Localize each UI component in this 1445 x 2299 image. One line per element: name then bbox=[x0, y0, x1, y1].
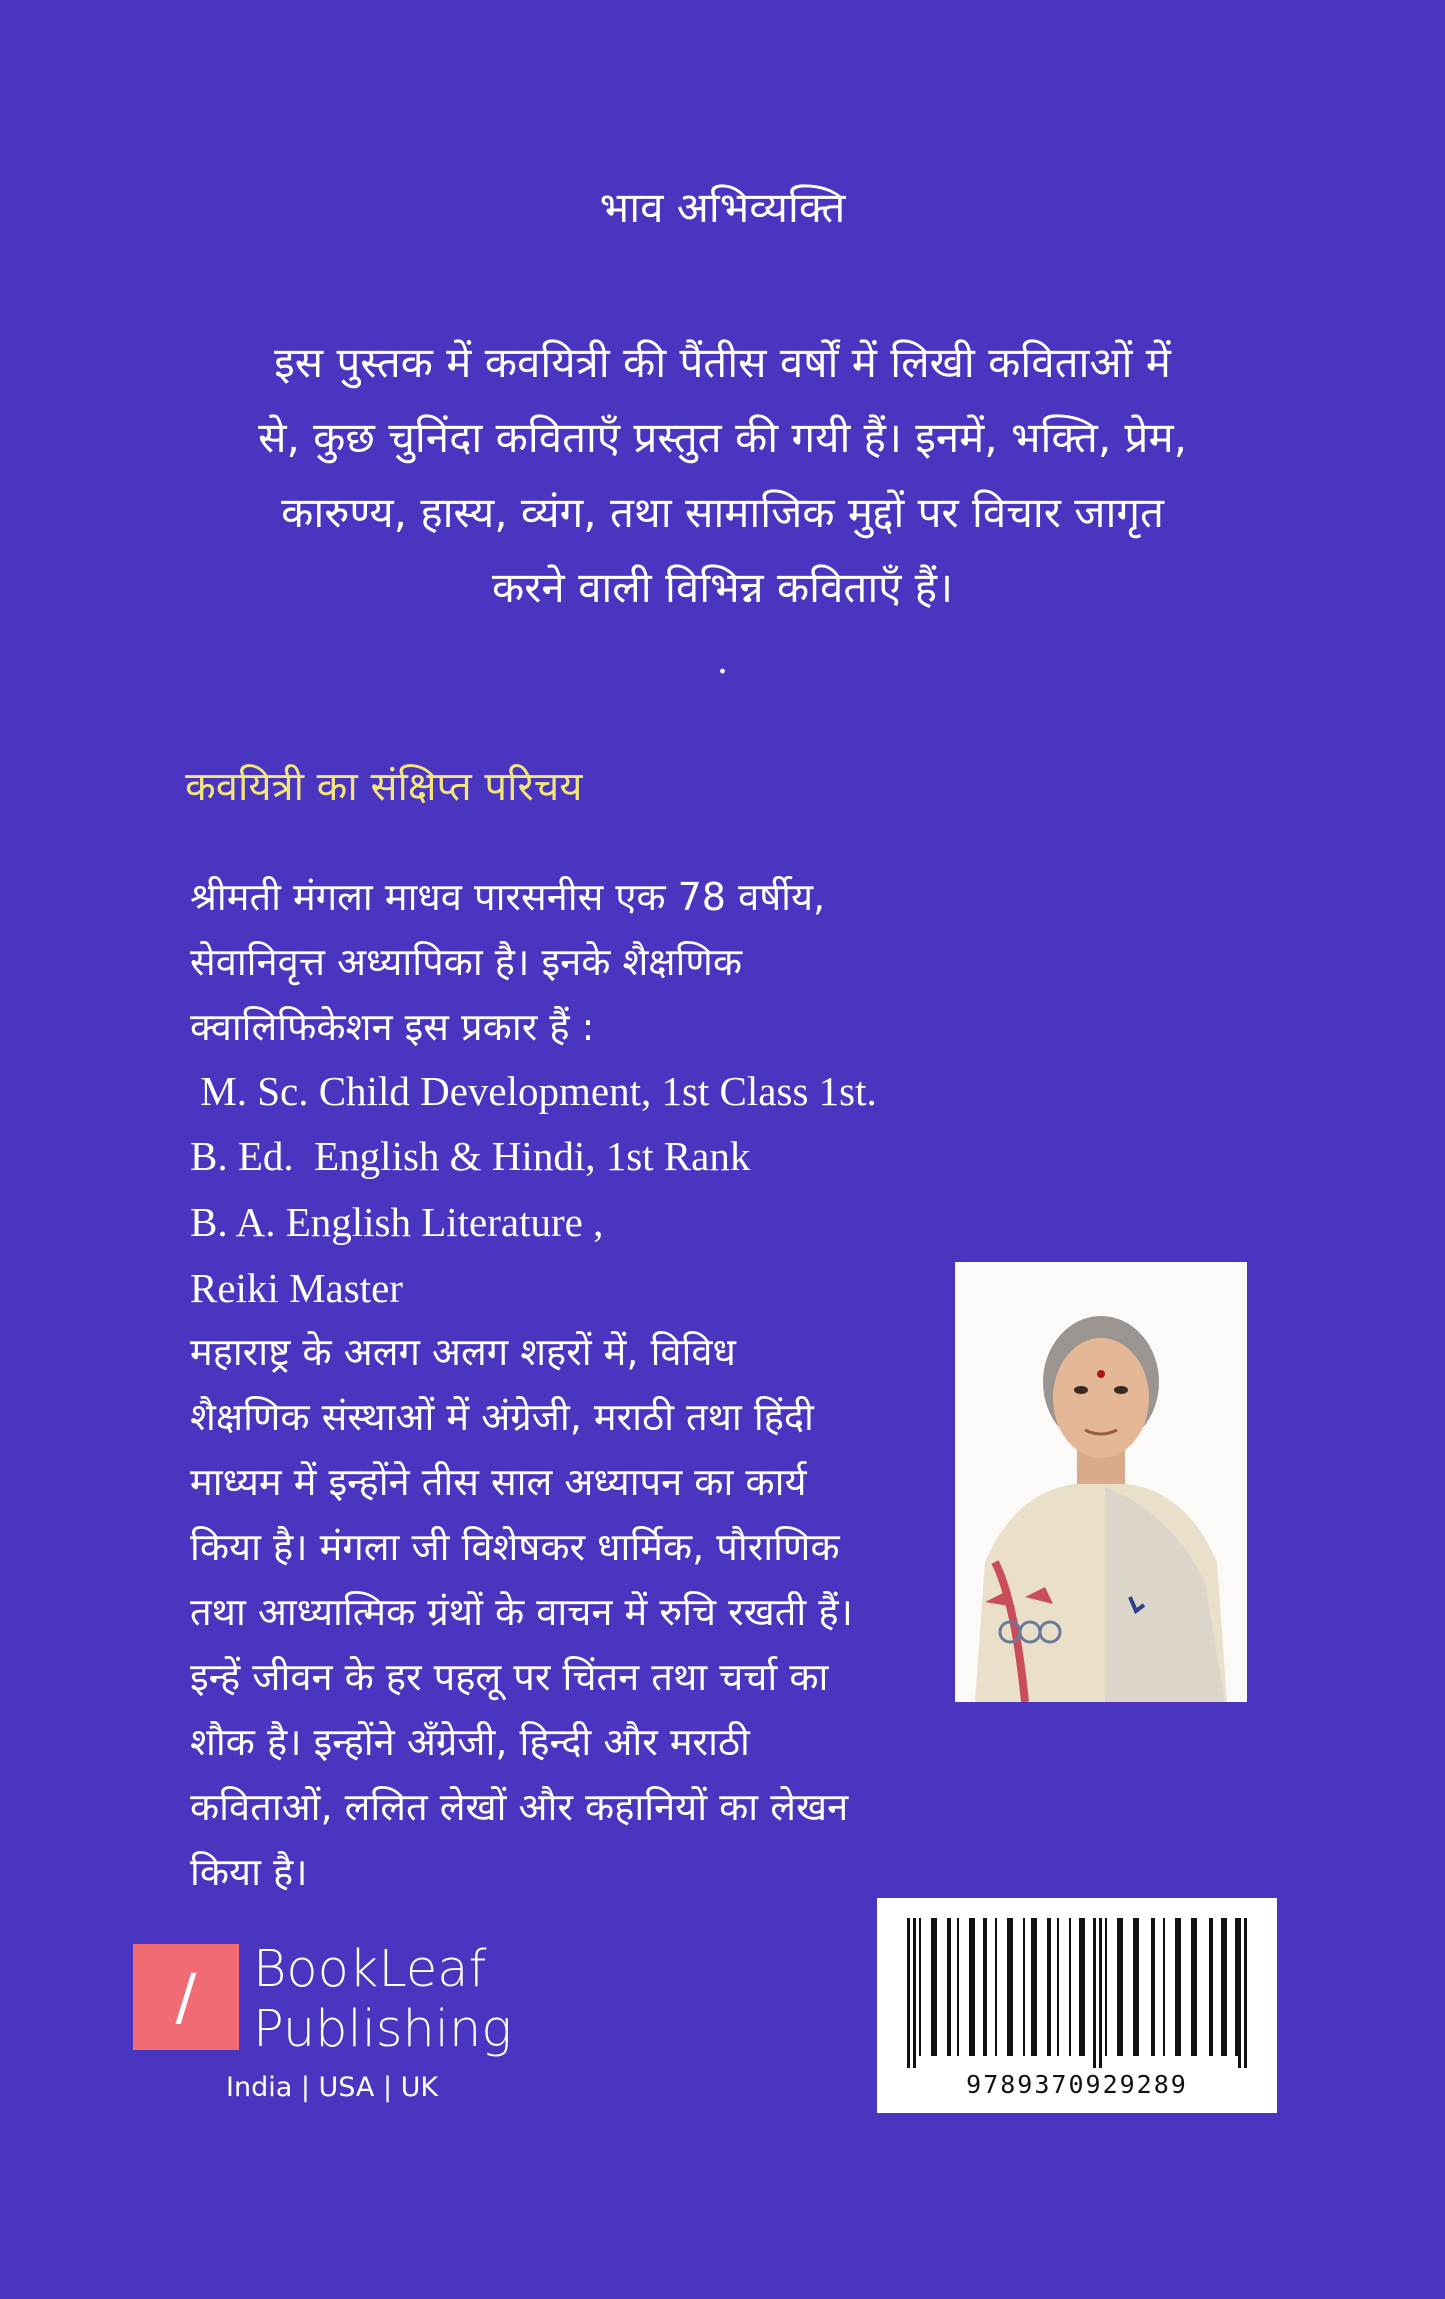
publisher-name-line1: BookLeaf bbox=[253, 1940, 487, 1999]
section-title: भाव अभिव्यक्ति bbox=[599, 183, 846, 232]
barcode-bar bbox=[1047, 1918, 1051, 2056]
qualification-line: Reiki Master bbox=[190, 1265, 403, 1311]
qualification-line: M. Sc. Child Development, 1st Class 1st. bbox=[190, 1068, 877, 1114]
qualification-line: B. Ed. English & Hindi, 1st Rank bbox=[190, 1133, 751, 1179]
synopsis-line: से, कुछ चुनिंदा कविताएँ प्रस्तुत की गयी हैं। इनमें, भक्ति, प्रेम, bbox=[258, 413, 1187, 462]
barcode-bar bbox=[1163, 1918, 1165, 2056]
author-heading: कवयित्री का संक्षिप्त परिचय bbox=[185, 764, 583, 810]
bio-line: माध्यम में इन्होंने तीस साल अध्यापन का कार्य bbox=[190, 1460, 807, 1504]
barcode-bar bbox=[1093, 1918, 1096, 2068]
publisher-regions: India | USA | UK bbox=[226, 2072, 439, 2103]
synopsis-line: इस पुस्तक में कवयित्री की पैंतीस वर्षों में लिखी कविताओं में bbox=[274, 338, 1171, 387]
barcode-bar bbox=[1117, 1918, 1123, 2056]
author-photo bbox=[955, 1262, 1247, 1702]
bio-line: किया है। bbox=[190, 1850, 308, 1894]
barcode-bar bbox=[969, 1918, 975, 2056]
synopsis-line: करने वाली विभिन्न कविताएँ हैं। bbox=[491, 563, 954, 612]
bio-line: इन्हें जीवन के हर पहलू पर चिंतन तथा चर्चा का bbox=[190, 1655, 829, 1699]
isbn-number: 9789370929289 bbox=[966, 2070, 1188, 2099]
barcode-bar bbox=[983, 1918, 987, 2056]
bio-line: शैक्षणिक संस्थाओं में अंग्रेजी, मराठी तथा हिंदी bbox=[190, 1395, 814, 1439]
bio-line: किया है। मंगला जी विशेषकर धार्मिक, पौराणिक bbox=[190, 1525, 840, 1569]
barcode-bar bbox=[1069, 1918, 1071, 2056]
qualification-line: B. A. English Literature , bbox=[190, 1199, 604, 1245]
publisher-name-line2: Publishing bbox=[253, 2000, 512, 2059]
barcode-bar bbox=[1244, 1918, 1247, 2068]
barcode-bar bbox=[919, 1918, 921, 2056]
publisher-logo-mark bbox=[133, 1944, 239, 2050]
barcode-bar bbox=[1221, 1918, 1227, 2056]
barcode-bar bbox=[913, 1918, 916, 2068]
bio-line: तथा आध्यात्मिक ग्रंथों के वाचन में रुचि रखती हैं। bbox=[190, 1590, 853, 1634]
logo-slash: / bbox=[175, 1960, 197, 2033]
bio-line: कविताओं, ललित लेखों और कहानियों का लेखन bbox=[190, 1785, 849, 1829]
barcode-bar bbox=[1191, 1918, 1197, 2056]
barcode-bar bbox=[1209, 1918, 1213, 2056]
isbn-barcode bbox=[877, 1898, 1277, 2113]
barcode-bar bbox=[995, 1918, 997, 2056]
barcode-bar bbox=[1175, 1918, 1181, 2056]
barcode-bar bbox=[1105, 1918, 1107, 2056]
barcode-bar bbox=[1031, 1918, 1037, 2056]
publisher-name bbox=[253, 1940, 512, 2060]
synopsis-line: कारुण्य, हास्य, व्यंग, तथा सामाजिक मुद्दों पर विचार जागृत bbox=[281, 488, 1164, 537]
bio-line: शौक है। इन्होंने अँग्रेजी, हिन्दी और मराठी bbox=[190, 1720, 750, 1764]
barcode-bar bbox=[1151, 1918, 1155, 2056]
barcode-bar bbox=[947, 1918, 951, 2056]
barcode-bar bbox=[1023, 1918, 1025, 2056]
synopsis bbox=[150, 325, 1295, 625]
barcode-bar bbox=[1099, 1918, 1102, 2068]
barcode-bar bbox=[1133, 1918, 1139, 2056]
barcode-icon bbox=[905, 1918, 1249, 2068]
barcode-bar bbox=[1007, 1918, 1013, 2056]
barcode-bar bbox=[1238, 1918, 1241, 2068]
bio-line: श्रीमती मंगला माधव पारसनीस एक 78 वर्षीय, bbox=[190, 875, 826, 919]
author-portrait-icon bbox=[955, 1262, 1247, 1702]
barcode-bar bbox=[1079, 1918, 1085, 2056]
bio-line: महाराष्ट्र के अलग अलग शहरों में, विविध bbox=[190, 1330, 736, 1374]
bio-line: क्वालिफिकेशन इस प्रकार हैं : bbox=[190, 1005, 595, 1049]
separator-dot: . bbox=[717, 637, 728, 682]
barcode-bar bbox=[1057, 1918, 1059, 2056]
barcode-bar bbox=[907, 1918, 910, 2068]
barcode-bar bbox=[931, 1918, 937, 2056]
bio-line: सेवानिवृत्त अध्यापिका है। इनके शैक्षणिक bbox=[190, 940, 743, 984]
barcode-bar bbox=[957, 1918, 959, 2056]
